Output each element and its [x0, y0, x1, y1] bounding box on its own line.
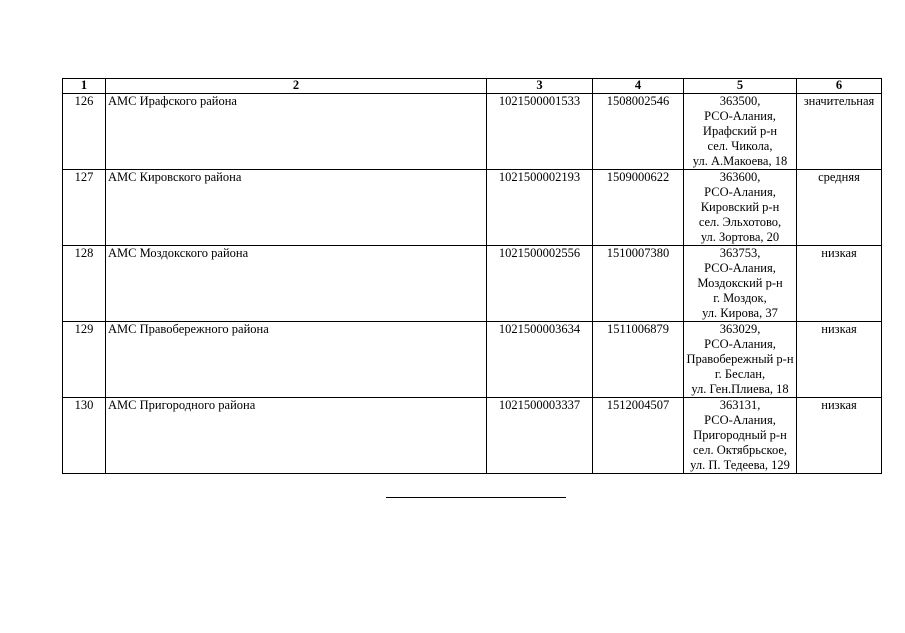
column-header-1: 1: [63, 79, 106, 94]
ogrn-cell: 1021500003337: [487, 398, 593, 474]
address-cell: 363753, РСО-Алания, Моздокский р-н г. Моздок, ул. Кирова, 37: [684, 246, 797, 322]
signature-divider-line: [386, 497, 566, 498]
table-row: [63, 94, 882, 170]
row-number: 127: [63, 170, 106, 246]
table-row: [63, 398, 882, 474]
ogrn-cell: 1021500002556: [487, 246, 593, 322]
organization-name: АМС Кировского района: [106, 170, 487, 246]
table-row: [63, 170, 882, 246]
column-header-5: 5: [684, 79, 797, 94]
ogrn-cell: 1021500003634: [487, 322, 593, 398]
ogrn-cell: 1021500001533: [487, 94, 593, 170]
category-cell: низкая: [797, 246, 882, 322]
inn-cell: 1509000622: [593, 170, 684, 246]
organization-name: АМС Пригородного района: [106, 398, 487, 474]
table-row: [63, 322, 882, 398]
address-cell: 363131, РСО-Алания, Пригородный р-н сел. Октябрьское, ул. П. Тедеева, 129: [684, 398, 797, 474]
column-header-2: 2: [106, 79, 487, 94]
registry-table: [62, 78, 882, 474]
category-cell: значительная: [797, 94, 882, 170]
address-cell: 363600, РСО-Алания, Кировский р-н сел. Эльхотово, ул. Зортова, 20: [684, 170, 797, 246]
row-number: 126: [63, 94, 106, 170]
organization-name: АМС Ирафского района: [106, 94, 487, 170]
table-row: [63, 246, 882, 322]
organization-name: АМС Моздокского района: [106, 246, 487, 322]
inn-cell: 1511006879: [593, 322, 684, 398]
ogrn-cell: 1021500002193: [487, 170, 593, 246]
inn-cell: 1512004507: [593, 398, 684, 474]
column-header-6: 6: [797, 79, 882, 94]
column-header-4: 4: [593, 79, 684, 94]
inn-cell: 1508002546: [593, 94, 684, 170]
table-header-row: [63, 79, 882, 94]
inn-cell: 1510007380: [593, 246, 684, 322]
category-cell: низкая: [797, 398, 882, 474]
category-cell: средняя: [797, 170, 882, 246]
column-header-3: 3: [487, 79, 593, 94]
address-cell: 363029, РСО-Алания, Правобережный р-н г. Беслан, ул. Ген.Плиева, 18: [684, 322, 797, 398]
address-cell: 363500, РСО-Алания, Ирафский р-н сел. Чикола, ул. А.Макоева, 18: [684, 94, 797, 170]
category-cell: низкая: [797, 322, 882, 398]
row-number: 128: [63, 246, 106, 322]
row-number: 130: [63, 398, 106, 474]
organization-name: АМС Правобережного района: [106, 322, 487, 398]
row-number: 129: [63, 322, 106, 398]
